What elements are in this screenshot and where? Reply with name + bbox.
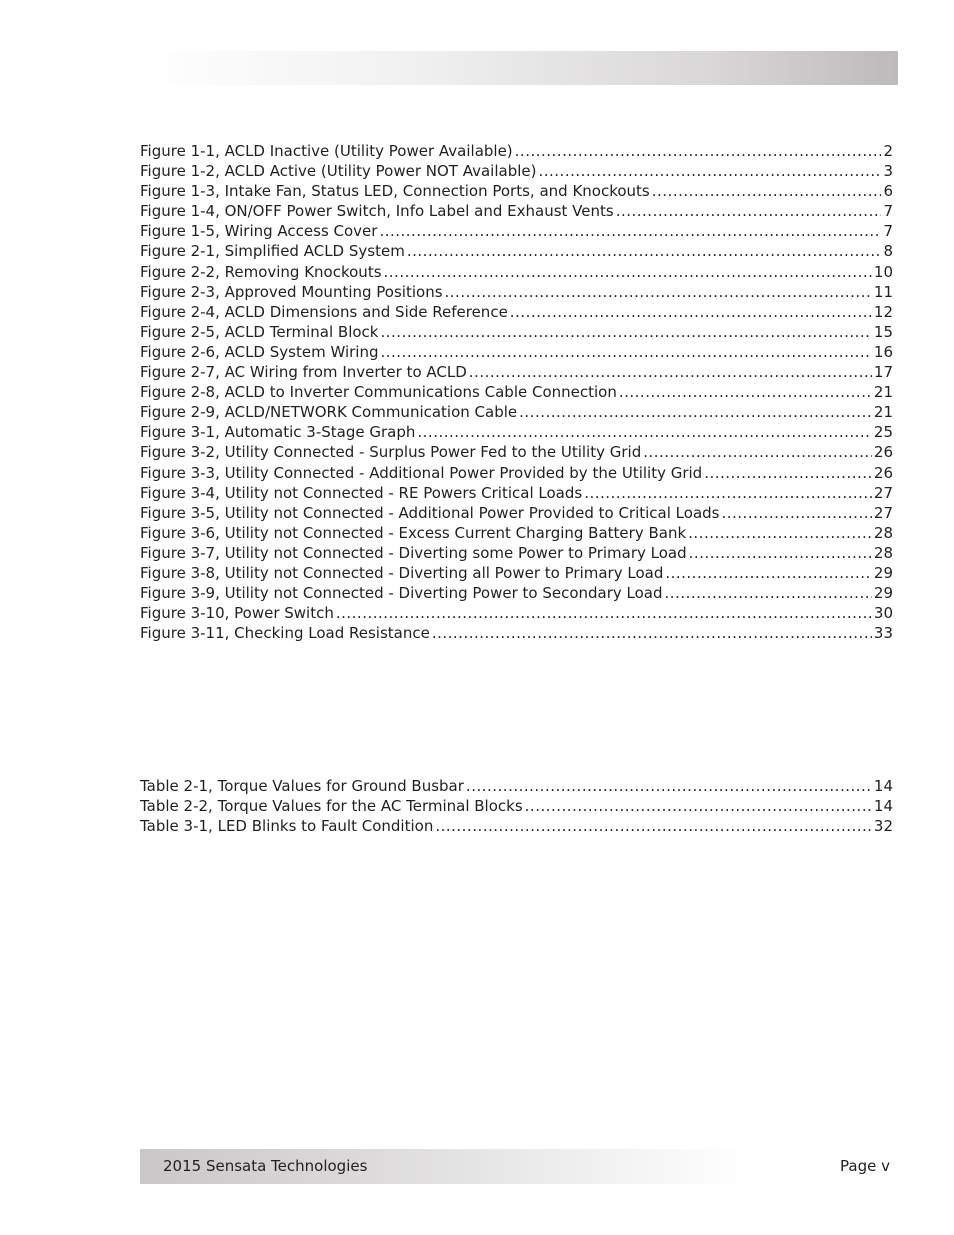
entry-title: Figure 3-11, Checking Load Resistance (140, 624, 430, 643)
entry-page-number: 15 (873, 322, 893, 341)
entry-title: Table 2-2, Torque Values for the AC Terminal Blocks (140, 797, 523, 816)
dot-leader (510, 302, 872, 322)
table-entry[interactable] (140, 816, 893, 836)
figure-entry[interactable] (140, 623, 893, 643)
entry-title: Figure 3-4, Utility not Connected - RE Powers Critical Loads (140, 483, 583, 502)
dot-leader (515, 141, 882, 161)
entry-title: Figure 2-1, Simplified ACLD System (140, 242, 405, 261)
entry-page-number: 29 (873, 563, 893, 582)
entry-page-number: 27 (873, 483, 893, 502)
dot-leader (435, 816, 872, 836)
entry-title: Figure 2-9, ACLD/NETWORK Communication Cable (140, 403, 518, 422)
entry-title: Table 3-1, LED Blinks to Fault Condition (140, 817, 434, 836)
figure-entry[interactable] (140, 422, 893, 442)
figure-entry[interactable] (140, 563, 893, 583)
dot-leader (721, 503, 871, 523)
dot-leader (665, 583, 872, 603)
figure-entry[interactable] (140, 442, 893, 462)
figure-entry[interactable] (140, 402, 893, 422)
figure-entry[interactable] (140, 302, 893, 322)
dot-leader (688, 523, 872, 543)
dot-leader (336, 603, 872, 623)
dot-leader (616, 201, 882, 221)
entry-page-number: 2 (883, 142, 893, 160)
figure-entry[interactable] (140, 523, 893, 543)
entry-title: Figure 3-8, Utility not Connected - Diverting all Power to Primary Load (140, 563, 664, 582)
entry-title: Figure 3-1, Automatic 3-Stage Graph (140, 423, 416, 442)
entry-page-number: 11 (873, 282, 893, 301)
dot-leader (619, 382, 872, 402)
footer-bar (140, 1149, 898, 1184)
figure-entry[interactable] (140, 483, 893, 503)
figure-entry[interactable] (140, 282, 893, 302)
entry-page-number: 21 (873, 383, 893, 402)
entry-title: Figure 2-5, ACLD Terminal Block (140, 322, 379, 341)
dot-leader (525, 796, 872, 816)
footer-page-number: Page v (840, 1157, 890, 1175)
entry-page-number: 21 (873, 403, 893, 422)
figure-entry[interactable] (140, 201, 893, 221)
entry-page-number: 26 (873, 463, 893, 482)
entry-title: Figure 2-7, AC Wiring from Inverter to ACLD (140, 363, 467, 382)
header-bar (140, 51, 898, 85)
entry-page-number: 26 (873, 443, 893, 462)
entry-page-number: 12 (873, 302, 893, 321)
entry-title: Figure 2-2, Removing Knockouts (140, 262, 382, 281)
entry-title: Figure 3-2, Utility Connected - Surplus Power Fed to the Utility Grid (140, 443, 642, 462)
footer-copyright: 2015 Sensata Technologies (163, 1157, 368, 1175)
entry-page-number: 32 (873, 817, 893, 836)
dot-leader (584, 483, 872, 503)
entry-page-number: 7 (883, 222, 893, 241)
entry-title: Figure 1-2, ACLD Active (Utility Power NOT Available) (140, 162, 537, 181)
dot-leader (469, 362, 872, 382)
dot-leader (380, 322, 871, 342)
entry-page-number: 27 (873, 503, 893, 522)
figure-entry[interactable] (140, 583, 893, 603)
dot-leader (379, 221, 881, 241)
figure-entry[interactable] (140, 241, 893, 261)
dot-leader (466, 776, 872, 796)
figure-entry[interactable] (140, 221, 893, 241)
figure-entry[interactable] (140, 463, 893, 483)
dot-leader (417, 422, 872, 442)
entry-page-number: 33 (873, 624, 893, 643)
entry-title: Figure 2-8, ACLD to Inverter Communications Cable Connection (140, 383, 617, 402)
figure-entry[interactable] (140, 362, 893, 382)
dot-leader (407, 241, 882, 261)
entry-title: Figure 3-5, Utility not Connected - Additional Power Provided to Critical Loads (140, 503, 720, 522)
entry-title: Figure 2-6, ACLD System Wiring (140, 342, 379, 361)
figure-entry[interactable] (140, 322, 893, 342)
dot-leader (519, 402, 872, 422)
entry-page-number: 3 (883, 162, 893, 181)
figure-entry[interactable] (140, 161, 893, 181)
list-of-tables (140, 776, 893, 836)
entry-page-number: 10 (873, 262, 893, 281)
dot-leader (643, 442, 872, 462)
entry-title: Figure 3-3, Utility Connected - Additional Power Provided by the Utility Grid (140, 463, 703, 482)
dot-leader (704, 463, 872, 483)
entry-page-number: 28 (873, 523, 893, 542)
entry-title: Figure 3-10, Power Switch (140, 604, 334, 623)
entry-page-number: 29 (873, 584, 893, 603)
dot-leader (445, 282, 872, 302)
figure-entry[interactable] (140, 503, 893, 523)
figure-entry[interactable] (140, 543, 893, 563)
entry-page-number: 8 (883, 242, 893, 261)
dot-leader (384, 262, 872, 282)
entry-title: Figure 3-9, Utility not Connected - Diverting Power to Secondary Load (140, 584, 663, 603)
dot-leader (380, 342, 871, 362)
figure-entry[interactable] (140, 181, 893, 201)
entry-title: Figure 1-1, ACLD Inactive (Utility Power Available) (140, 142, 513, 160)
figure-entry[interactable] (140, 262, 893, 282)
list-of-figures (140, 141, 893, 643)
table-entry[interactable] (140, 796, 893, 816)
dot-leader (665, 563, 872, 583)
entry-title: Figure 2-3, Approved Mounting Positions (140, 282, 443, 301)
figure-entry[interactable] (140, 141, 893, 161)
entry-title: Figure 2-4, ACLD Dimensions and Side Reference (140, 302, 508, 321)
entry-title: Figure 1-4, ON/OFF Power Switch, Info Label and Exhaust Vents (140, 202, 614, 221)
dot-leader (432, 623, 872, 643)
figure-entry[interactable] (140, 603, 893, 623)
entry-title: Figure 1-5, Wiring Access Cover (140, 222, 378, 241)
entry-page-number: 17 (873, 363, 893, 382)
figure-entry[interactable] (140, 382, 893, 402)
entry-page-number: 14 (873, 777, 893, 795)
entry-page-number: 6 (883, 182, 893, 201)
entry-title: Table 2-1, Torque Values for Ground Busbar (140, 777, 464, 795)
entry-title: Figure 1-3, Intake Fan, Status LED, Connection Ports, and Knockouts (140, 182, 650, 201)
dot-leader (689, 543, 872, 563)
entry-title: Figure 3-7, Utility not Connected - Diverting some Power to Primary Load (140, 543, 687, 562)
dot-leader (652, 181, 882, 201)
figure-entry[interactable] (140, 342, 893, 362)
entry-page-number: 30 (873, 604, 893, 623)
entry-page-number: 25 (873, 423, 893, 442)
entry-page-number: 7 (883, 202, 893, 221)
dot-leader (538, 161, 881, 181)
entry-page-number: 28 (873, 543, 893, 562)
entry-page-number: 14 (873, 797, 893, 816)
entry-page-number: 16 (873, 342, 893, 361)
entry-title: Figure 3-6, Utility not Connected - Excess Current Charging Battery Bank (140, 523, 687, 542)
table-entry[interactable] (140, 776, 893, 796)
